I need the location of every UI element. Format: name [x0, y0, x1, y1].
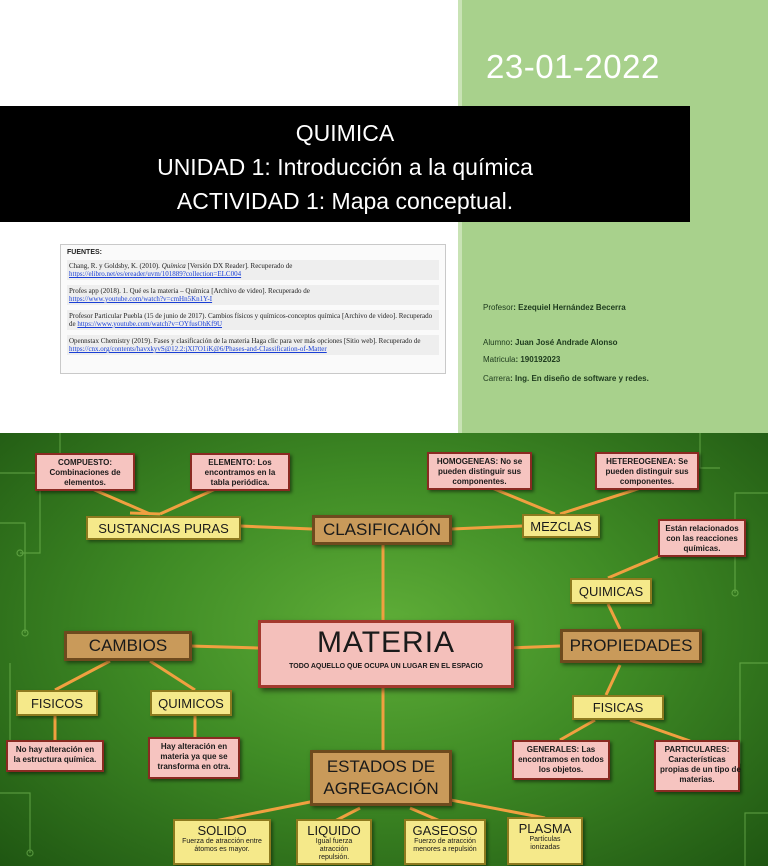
- homogeneas-box: [427, 452, 532, 490]
- quimicos-desc-box: [148, 737, 240, 779]
- elemento-box: [190, 453, 290, 491]
- gaseoso-desc: Fuerzo de atracción menores a repulsión: [413, 838, 477, 853]
- reference-text: [Versión DX Reader]. Recuperado de: [185, 262, 293, 270]
- cambios-node: CAMBIOS: [64, 631, 192, 661]
- sources-box: [60, 244, 446, 374]
- carrera-label: Carrera: [483, 374, 511, 383]
- plasma-node: [507, 817, 583, 865]
- particulares-box: [654, 740, 740, 792]
- concept-map: [0, 433, 768, 866]
- liquido-desc: Igual fuerza atracción repulsión.: [315, 838, 353, 861]
- alumno-line: [483, 338, 618, 347]
- plasma-title: PLASMA: [518, 821, 572, 836]
- title-line-1: QUIMICA: [295, 120, 395, 146]
- alumno-label: Alumno: [483, 338, 511, 347]
- quimicas-desc-text: con las reacciones: [666, 534, 738, 543]
- materia-title: MATERIA: [316, 626, 456, 659]
- carrera-line: [483, 374, 649, 383]
- reference-2: [67, 285, 439, 305]
- particulares-text: propias de un tipo de: [660, 765, 741, 774]
- quimicos-cambio-node: QUIMICOS: [150, 690, 232, 716]
- fisicos-desc-text: la estructura química.: [13, 755, 97, 764]
- estados-line-1: ESTADOS DE: [326, 757, 436, 776]
- propiedades-node: PROPIEDADES: [560, 629, 702, 663]
- title-band: [0, 106, 690, 222]
- particulares-keyword: PARTICULARES:: [664, 745, 730, 754]
- quimicas-desc-box: [658, 519, 746, 557]
- generales-keyword: GENERALES:: [526, 745, 580, 754]
- quimicos-desc-text: Hay alteración en: [160, 742, 228, 751]
- estados-line-2: AGREGACIÓN: [323, 779, 439, 798]
- homogeneas-text: No se: [498, 457, 523, 466]
- elemento-keyword: ELEMENTO:: [208, 458, 256, 467]
- estados-agregacion-node: [310, 750, 452, 806]
- particulares-text: Características: [668, 755, 726, 764]
- profesor-name: : Ezequiel Hernández Becerra: [513, 303, 626, 312]
- reference-text: Profes app (2018). 1. Qué es la materia – Química [Archivo de video]. Recuperado de: [69, 287, 310, 295]
- reference-link[interactable]: https://elibro.net/es/ereader/uvm/101889?collection=ELC004: [69, 270, 242, 278]
- reference-3: [67, 310, 439, 330]
- quimicas-desc-text: Están relacionados: [665, 524, 739, 533]
- profesor-line: [483, 303, 626, 312]
- gaseoso-node: [404, 819, 486, 865]
- reference-link[interactable]: https://www.youtube.com/watch?v=OYfusOhKf9U: [77, 320, 222, 328]
- reference-text: Profesor Particular Puebla (15 de junio de 2017). Cambios físicos y químicos-conceptos química [Archivo de video]. Recuperado de: [69, 312, 433, 328]
- heterogenea-text: pueden distinguir sus: [605, 467, 689, 476]
- fisicos-node: FISICOS: [16, 690, 98, 716]
- compuesto-text: Combinaciones de: [49, 468, 121, 477]
- fisicas-node: FISICAS: [572, 695, 664, 720]
- generales-text: Las: [579, 745, 596, 754]
- generales-text: los objetos.: [538, 765, 584, 774]
- title-line-2: UNIDAD 1: Introducción a la química: [157, 154, 533, 180]
- reference-title: Química: [161, 262, 186, 270]
- compuesto-text: elementos.: [64, 478, 106, 487]
- quimicas-desc-text: químicas.: [683, 544, 721, 553]
- gaseoso-title: GASEOSO: [412, 823, 478, 838]
- fisicos-desc-text: No hay alteración en: [15, 745, 95, 754]
- reference-link[interactable]: https://www.youtube.com/watch?v=cmHn5Kn1Y-I: [69, 295, 213, 303]
- heterogenea-text: Se: [675, 457, 688, 466]
- elemento-text: encontramos en la: [204, 468, 276, 477]
- generales-box: [512, 740, 610, 780]
- heterogenea-box: [595, 452, 699, 490]
- sources-header: FUENTES:: [67, 249, 102, 256]
- reference-text: Opennstax Chemistry (2019). Fases y clasificación de la materia Haga clic para ver más opciones [Sitio web]. Recuperado de: [69, 337, 421, 345]
- heterogenea-keyword: HETEREOGENEA:: [606, 457, 676, 466]
- particulares-text: materias.: [679, 775, 715, 784]
- clasificacion-node: CLASIFICAIÓN: [312, 515, 452, 545]
- title-line-3: ACTIVIDAD 1: Mapa conceptual.: [176, 188, 514, 214]
- materia-definition: TODO AQUELLO QUE OCUPA UN LUGAR EN EL ESPACIO: [289, 663, 483, 670]
- elemento-text: tabla periódica.: [210, 478, 270, 487]
- fisicos-desc-box: [6, 740, 104, 772]
- mezclas-node: MEZCLAS: [522, 514, 600, 538]
- alumno-name: : Juan José Andrade Alonso: [510, 338, 618, 347]
- solido-node: [173, 819, 271, 865]
- date: 23-01-2022: [486, 48, 660, 85]
- matricula-value: : 190192023: [515, 355, 561, 364]
- reference-1: [67, 260, 439, 280]
- quimicos-desc-text: materia ya que se: [160, 752, 228, 761]
- heterogenea-text: componentes.: [619, 477, 675, 486]
- reference-4: [67, 335, 439, 355]
- profesor-label: Profesor: [483, 303, 514, 312]
- compuesto-box: [35, 453, 135, 491]
- reference-link[interactable]: https://cnx.org/contents/havxkyvS@12.2:jXl7O1iK@6/Phases-and-Classification-of-Matter: [69, 345, 327, 353]
- homogeneas-keyword: HOMOGENEAS:: [436, 457, 499, 466]
- plasma-desc: Partículas ionizadas: [529, 836, 561, 851]
- carrera-value: : Ing. En diseño de software y redes.: [510, 374, 649, 383]
- solido-title: SOLIDO: [197, 823, 247, 838]
- quimicos-desc-text: transforma en otra.: [157, 762, 231, 771]
- liquido-node: [296, 819, 372, 865]
- elemento-text: Los: [255, 458, 272, 467]
- sustancias-puras-node: SUSTANCIAS PURAS: [86, 516, 241, 540]
- generales-text: encontramos en todos: [518, 755, 604, 764]
- compuesto-keyword: COMPUESTO:: [57, 458, 113, 467]
- homogeneas-text: pueden distinguir sus: [437, 467, 522, 476]
- liquido-title: LIQUIDO: [307, 823, 361, 838]
- reference-text: Chang, R. y Goldsby, K. (2010).: [69, 262, 162, 270]
- matricula-line: [483, 355, 560, 364]
- homogeneas-text: componentes.: [452, 477, 507, 486]
- matricula-label: Matricula: [483, 355, 516, 364]
- quimicas-node: QUIMICAS: [570, 578, 652, 604]
- materia-node: [258, 620, 514, 688]
- solido-desc: Fuerza de atracción entre átomos es mayor.: [182, 838, 262, 853]
